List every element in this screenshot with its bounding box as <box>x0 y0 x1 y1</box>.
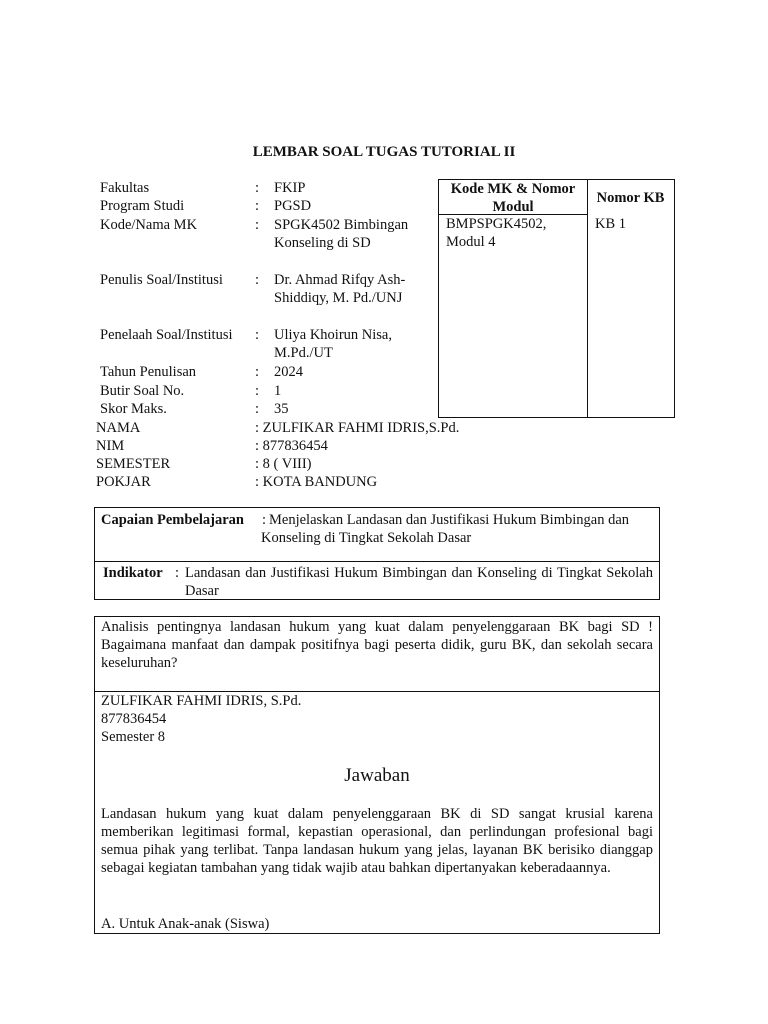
info-label: Penelaah Soal/Institusi <box>100 327 233 343</box>
info-value: Dr. Ahmad Rifqy Ash-Shiddiqy, M. Pd./UNJ <box>274 272 406 306</box>
question-box <box>94 616 660 692</box>
info-colon: : <box>255 383 260 399</box>
student-value: : ZULFIKAR FAHMI IDRIS,S.Pd. <box>255 420 460 436</box>
indikator-label: Indikator <box>103 565 163 581</box>
nomor-kb-header: Nomor KB <box>596 190 665 206</box>
info-colon: : <box>255 272 260 288</box>
kode-mk-table <box>438 179 675 418</box>
capaian-colon: : <box>262 512 267 528</box>
info-colon: : <box>255 180 260 196</box>
capaian-text: Menjelaskan Landasan dan Justifikasi Hukum Bimbingan dan Konseling di Tingkat Sekolah Dasar <box>261 512 630 546</box>
answer-student-name: ZULFIKAR FAHMI IDRIS, S.Pd. <box>101 693 302 709</box>
info-label: Program Studi <box>100 198 185 214</box>
student-value: : 877836454 <box>255 438 328 454</box>
info-value: 35 <box>274 401 289 417</box>
info-label: Butir Soal No. <box>100 383 185 399</box>
answer-box <box>94 691 660 934</box>
info-label: Kode/Nama MK <box>100 217 198 233</box>
info-value: SPGK4502 Bimbingan Konseling di SD <box>274 217 409 251</box>
info-colon: : <box>255 217 260 233</box>
capaian-pembelajaran-box <box>94 507 660 562</box>
info-value: 1 <box>274 383 282 399</box>
student-label: POKJAR <box>96 474 151 490</box>
student-value: : 8 ( VIII) <box>255 456 312 472</box>
answer-heading: Jawaban <box>344 765 410 786</box>
info-colon: : <box>255 364 260 380</box>
question-text: Analisis pentingnya landasan hukum yang kuat dalam penyelenggaraan BK bagi SD ! Bagaimana manfaat dan dampak positifnya bagi peserta didik, guru BK, dan sekolah secara keseluruhan? <box>101 619 653 671</box>
capaian-label: Capaian Pembelajaran <box>101 512 244 528</box>
table-divider <box>587 180 588 417</box>
answer-section-a: A. Untuk Anak-anak (Siswa) <box>101 916 270 932</box>
info-label: Skor Maks. <box>100 401 167 417</box>
info-value: FKIP <box>274 180 306 196</box>
info-label: Penulis Soal/Institusi <box>100 272 223 288</box>
student-label: NAMA <box>96 420 141 436</box>
student-value: : KOTA BANDUNG <box>255 474 378 490</box>
student-label: NIM <box>96 438 125 454</box>
info-value: 2024 <box>274 364 303 380</box>
info-label: Fakultas <box>100 180 150 196</box>
indikator-text: Landasan dan Justifikasi Hukum Bimbingan dan Konseling di Tingkat Sekolah Dasar <box>185 565 653 599</box>
answer-student-nim: 877836454 <box>101 711 167 727</box>
info-value: Uliya Khoirun Nisa, M.Pd./UT <box>274 327 392 361</box>
answer-student-semester: Semester 8 <box>101 729 166 745</box>
info-colon: : <box>255 401 260 417</box>
info-colon: : <box>255 327 260 343</box>
answer-paragraph: Landasan hukum yang kuat dalam penyelenggaraan BK di SD sangat krusial karena memberikan legitimasi formal, kepastian operasional, dan perlindungan profesional bagi semua pihak yang terlibat. Tanpa landasan hukum yang jelas, layanan BK berisiko dianggap sebagai kegiatan tambahan yang tidak wajib atau bahkan dipertanyakan keberadaannya. <box>101 806 653 876</box>
indikator-colon: : <box>175 565 180 581</box>
info-value: PGSD <box>274 198 312 214</box>
kode-mk-value: BMPSPGK4502, Modul 4 <box>446 216 547 250</box>
kode-mk-header: Kode MK & Nomor Modul <box>450 181 576 215</box>
document-title: LEMBAR SOAL TUGAS TUTORIAL II <box>252 144 516 160</box>
info-colon: : <box>255 198 260 214</box>
info-label: Tahun Penulisan <box>100 364 197 380</box>
student-label: SEMESTER <box>96 456 171 472</box>
indikator-box <box>94 561 660 600</box>
nomor-kb-value: KB 1 <box>595 216 627 232</box>
